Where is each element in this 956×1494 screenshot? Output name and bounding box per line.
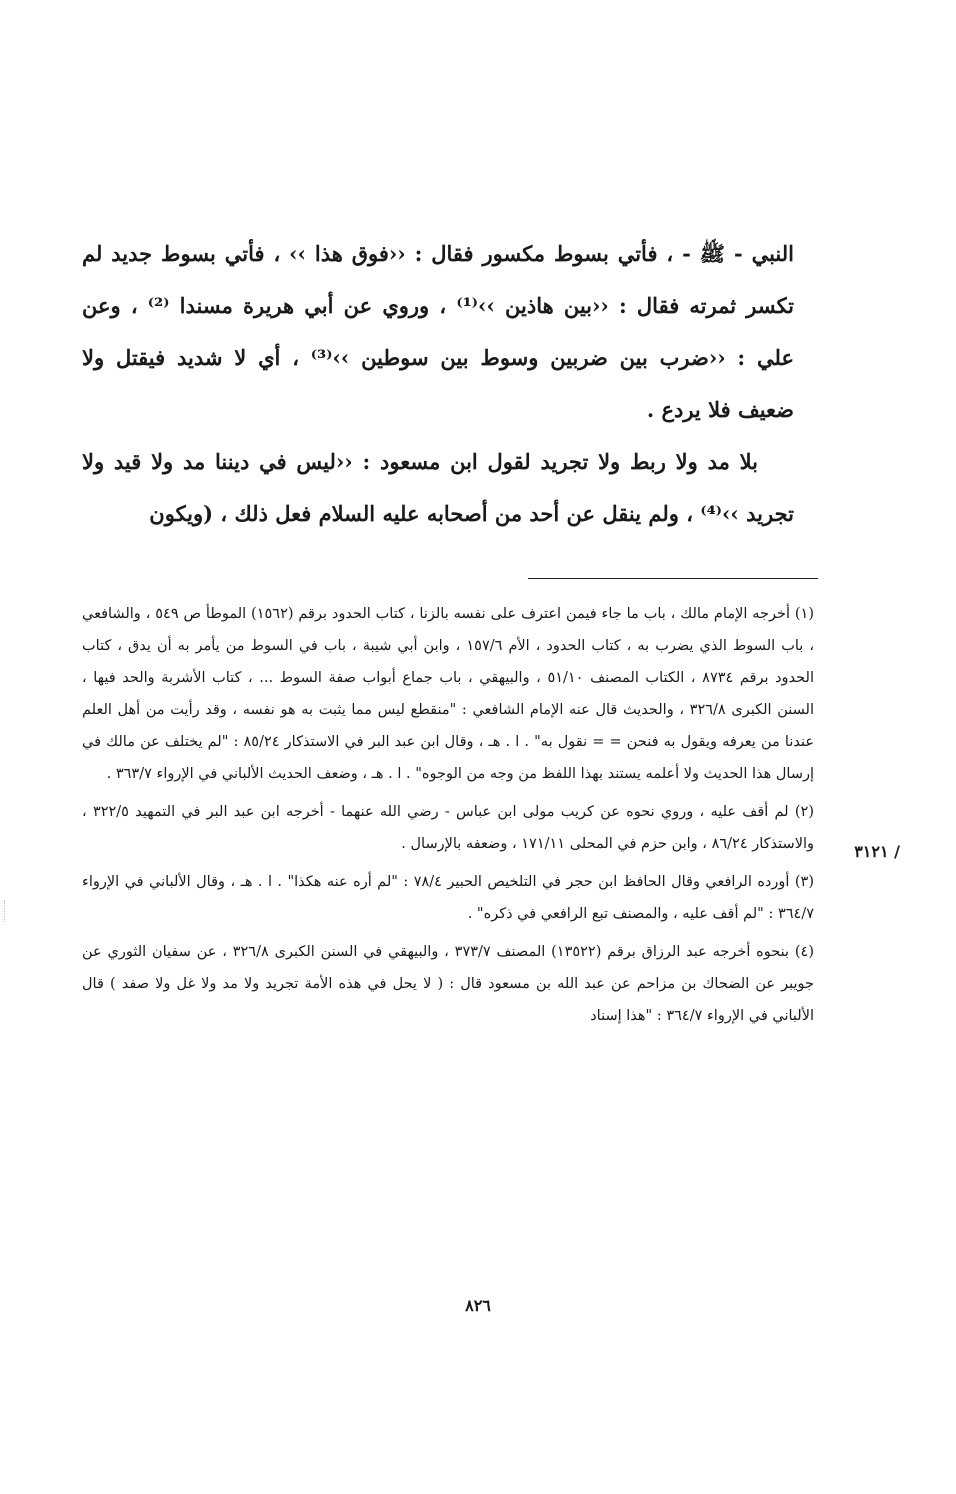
footnote-2: (٢) لم أقف عليه ، وروي نحوه عن كريب مولى ابن عباس - رضي الله عنهما - أخرجه ابن عبد البر في التمهيد ٣٢٢/٥ ، والاستذكار ٨٦/٢٤ ، وابن حزم في المحلى ١٧١/١١ ، وضعفه بالإرسال . — [82, 804, 814, 852]
footnote-4: (٤) بنحوه أخرجه عبد الرزاق برقم (١٣٥٢٢) المصنف ٣٧٣/٧ ، والبيهقي في السنن الكبرى ٣٢٦/٨ ، عن سفيان الثوري عن جويبر عن الضحاك بن مزاحم عن عبد الله بن مسعود قال : ( لا يحل في هذه الأمة تجريد ولا مد ولا غل ولا صفد ) قال الألباني في الإرواء ٣٦٤/٧ : "هذا إسناد — [82, 944, 814, 1024]
scan-edge-mark — [4, 900, 5, 922]
main-paragraph-1: النبي - ﷺ - ، فأتي بسوط مكسور فقال : ‹‹فوق هذا ›› ، فأتي بسوط جديد لم تكسر ثمرته فقال : ‹‹بين هاذين ››⁽¹⁾ ، وروي عن أبي هريرة مسندا ⁽²⁾ ، وعن علي : ‹‹ضرب بين ضربين وسوط بين سوطين ››⁽³⁾ ، أي لا شديد فيقتل ولا ضعيف فلا يردع . — [82, 241, 795, 422]
footnotes — [82, 598, 814, 1038]
footnote-3: (٣) أورده الرافعي وقال الحافظ ابن حجر في التلخيص الحبير ٧٨/٤ : "لم أره عنه هكذا" . ا . هـ ، وقال الألباني في الإرواء ٣٦٤/٧ : "لم أقف عليه ، والمصنف تبع الرافعي في ذكره" . — [82, 874, 814, 922]
main-text — [82, 228, 794, 540]
footnote-1: (١) أخرجه الإمام مالك ، باب ما جاء فيمن اعترف على نفسه بالزنا ، كتاب الحدود برقم (١٥٦٢) الموطأ ص ٥٤٩ ، والشافعي ، باب السوط الذي يضرب به ، كتاب الحدود ، الأم ١٥٧/٦ ، وابن أبي شيبة ، باب في السوط من يأمر به أن يدق ، كتاب الحدود برقم ٨٧٣٤ ، الكتاب المصنف ٥١/١٠ ، والبيهقي ، باب جماع أبواب صفة السوط ... ، كتاب الأشربة والحد فيها ، السنن الكبرى ٣٢٦/٨ ، والحديث قال عنه الإمام الشافعي : "منقطع ليس مما يثبت به هو نفسه ، وقد رأيت من أهل العلم عندنا من يعرفه ويقول به فنحن = = نقول به" . ا . هـ ، وقال ابن عبد البر في الاستذكار ٨٥/٢٤ : "لم يختلف عن مالك في إرسال هذا الحديث ولا أعلمه يستند بهذا اللفظ من وجه من الوجوه" . ا . هـ ، وضعف الحديث الألباني في الإرواء ٣٦٣/٧ . — [82, 606, 815, 782]
margin-marker: / ٣١٢١ — [854, 842, 900, 861]
footnote-separator — [528, 578, 818, 579]
page-number: ٨٢٦ — [465, 1296, 491, 1315]
main-paragraph-2: بلا مد ولا ربط ولا تجريد لقول ابن مسعود : ‹‹ليس في ديننا مد ولا قيد ولا تجريد ››⁽⁴⁾ ، ولم ينقل عن أحد من أصحابه عليه السلام فعل ذلك ، (ويكون — [82, 449, 794, 526]
